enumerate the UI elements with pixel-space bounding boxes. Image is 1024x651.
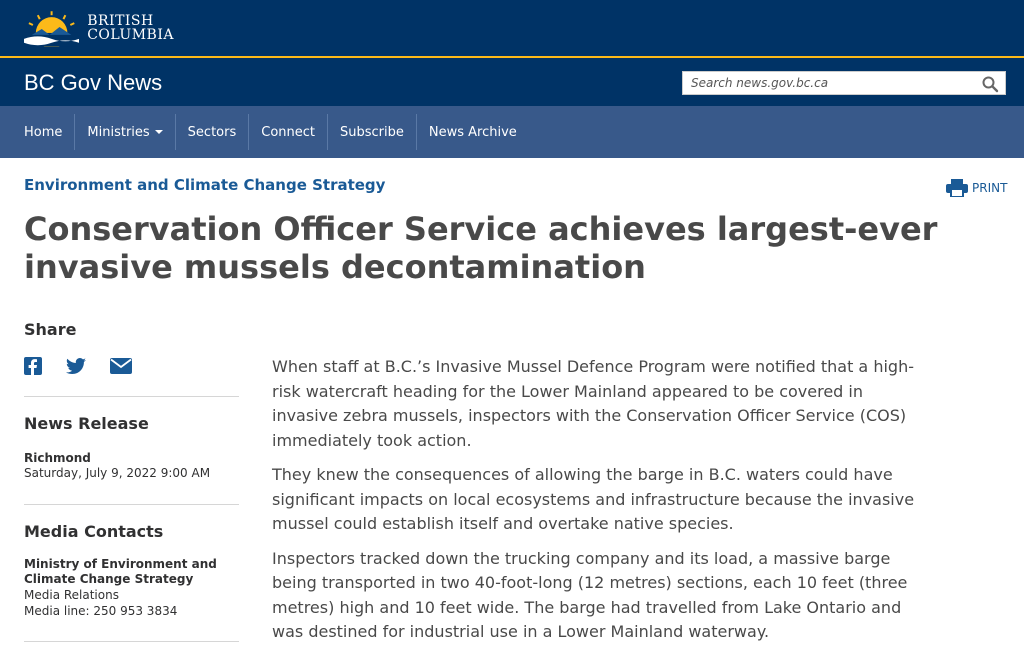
contact-phone: Media line: 250 953 3834: [24, 604, 178, 618]
logo-line2: COLUMBIA: [87, 27, 174, 43]
nav-label: Ministries: [87, 124, 150, 140]
print-button[interactable]: [946, 179, 1007, 197]
nav-item-news-archive[interactable]: [417, 114, 529, 150]
email-icon[interactable]: [110, 358, 132, 374]
nav-label: Subscribe: [340, 124, 404, 140]
nav-label: Home: [24, 124, 63, 140]
share-icons: [24, 357, 239, 375]
nav-label: Connect: [261, 124, 316, 140]
nav-item-sectors[interactable]: [176, 114, 250, 150]
logo-wordmark: [87, 14, 174, 42]
nav-item-home[interactable]: [12, 114, 75, 150]
site-header: [0, 58, 1024, 106]
facebook-icon[interactable]: [24, 357, 42, 375]
article-paragraph: They knew the consequences of allowing the barge in B.C. waters could have significant impacts on local ecosystems and infrastructure because the invasive mussel could establish itself and overtake native species.: [272, 465, 915, 533]
logo-line1: BRITISH: [87, 13, 154, 29]
brand-bar: [0, 0, 1024, 58]
twitter-icon[interactable]: [66, 358, 86, 374]
bc-logo[interactable]: [24, 6, 174, 50]
news-release-section: [24, 414, 239, 481]
main-nav: [0, 106, 1024, 158]
contact-organization: Ministry of Environment and Climate Change Strategy: [24, 557, 217, 586]
contacts-heading: Media Contacts: [24, 522, 164, 541]
printer-icon: [946, 179, 968, 197]
release-date: Saturday, July 9, 2022 9:00 AM: [24, 466, 211, 480]
release-heading: News Release: [24, 414, 149, 433]
contact-department: Media Relations: [24, 588, 119, 602]
nav-item-ministries[interactable]: [75, 114, 175, 150]
search-input[interactable]: [683, 72, 973, 94]
sun-logo-icon: [24, 9, 79, 47]
caret-down-icon: [155, 130, 163, 134]
media-contacts-section: [24, 522, 239, 619]
release-location: Richmond: [24, 451, 91, 465]
search-box: [682, 71, 1006, 95]
divider: [24, 641, 239, 642]
search-icon: [981, 75, 999, 93]
search-button[interactable]: [981, 75, 999, 93]
nav-label: Sectors: [187, 124, 237, 140]
site-title[interactable]: BC Gov News: [24, 70, 163, 95]
article-paragraph: Inspectors tracked down the trucking company and its load, a massive barge being transported in two 40-foot-long (12 metres) sections, each 10 feet (three metres) high and 10 feet wide. The barge had travelled from Lake Ontario and was destined for industrial use in a Lower Mainland waterway.: [272, 548, 908, 641]
divider: [24, 396, 239, 397]
share-heading: Share: [24, 320, 77, 339]
nav-item-subscribe[interactable]: [328, 114, 417, 150]
nav-label: News Archive: [428, 124, 517, 140]
share-section: [24, 320, 239, 375]
article-paragraph: When staff at B.C.’s Invasive Mussel Defence Program were notified that a high-risk watercraft heading for the Lower Mainland appeared to be covered in invasive zebra mussels, inspectors with the Conservation Officer Service (COS) immediately took action.: [272, 357, 914, 450]
divider: [24, 504, 239, 505]
ministry-link[interactable]: Environment and Climate Change Strategy: [24, 176, 386, 194]
print-label: PRINT: [972, 181, 1008, 195]
article-title: Conservation Officer Service achieves largest-ever invasive mussels decontamination: [24, 210, 938, 286]
article-body: [272, 355, 932, 651]
nav-item-connect[interactable]: [249, 114, 328, 150]
